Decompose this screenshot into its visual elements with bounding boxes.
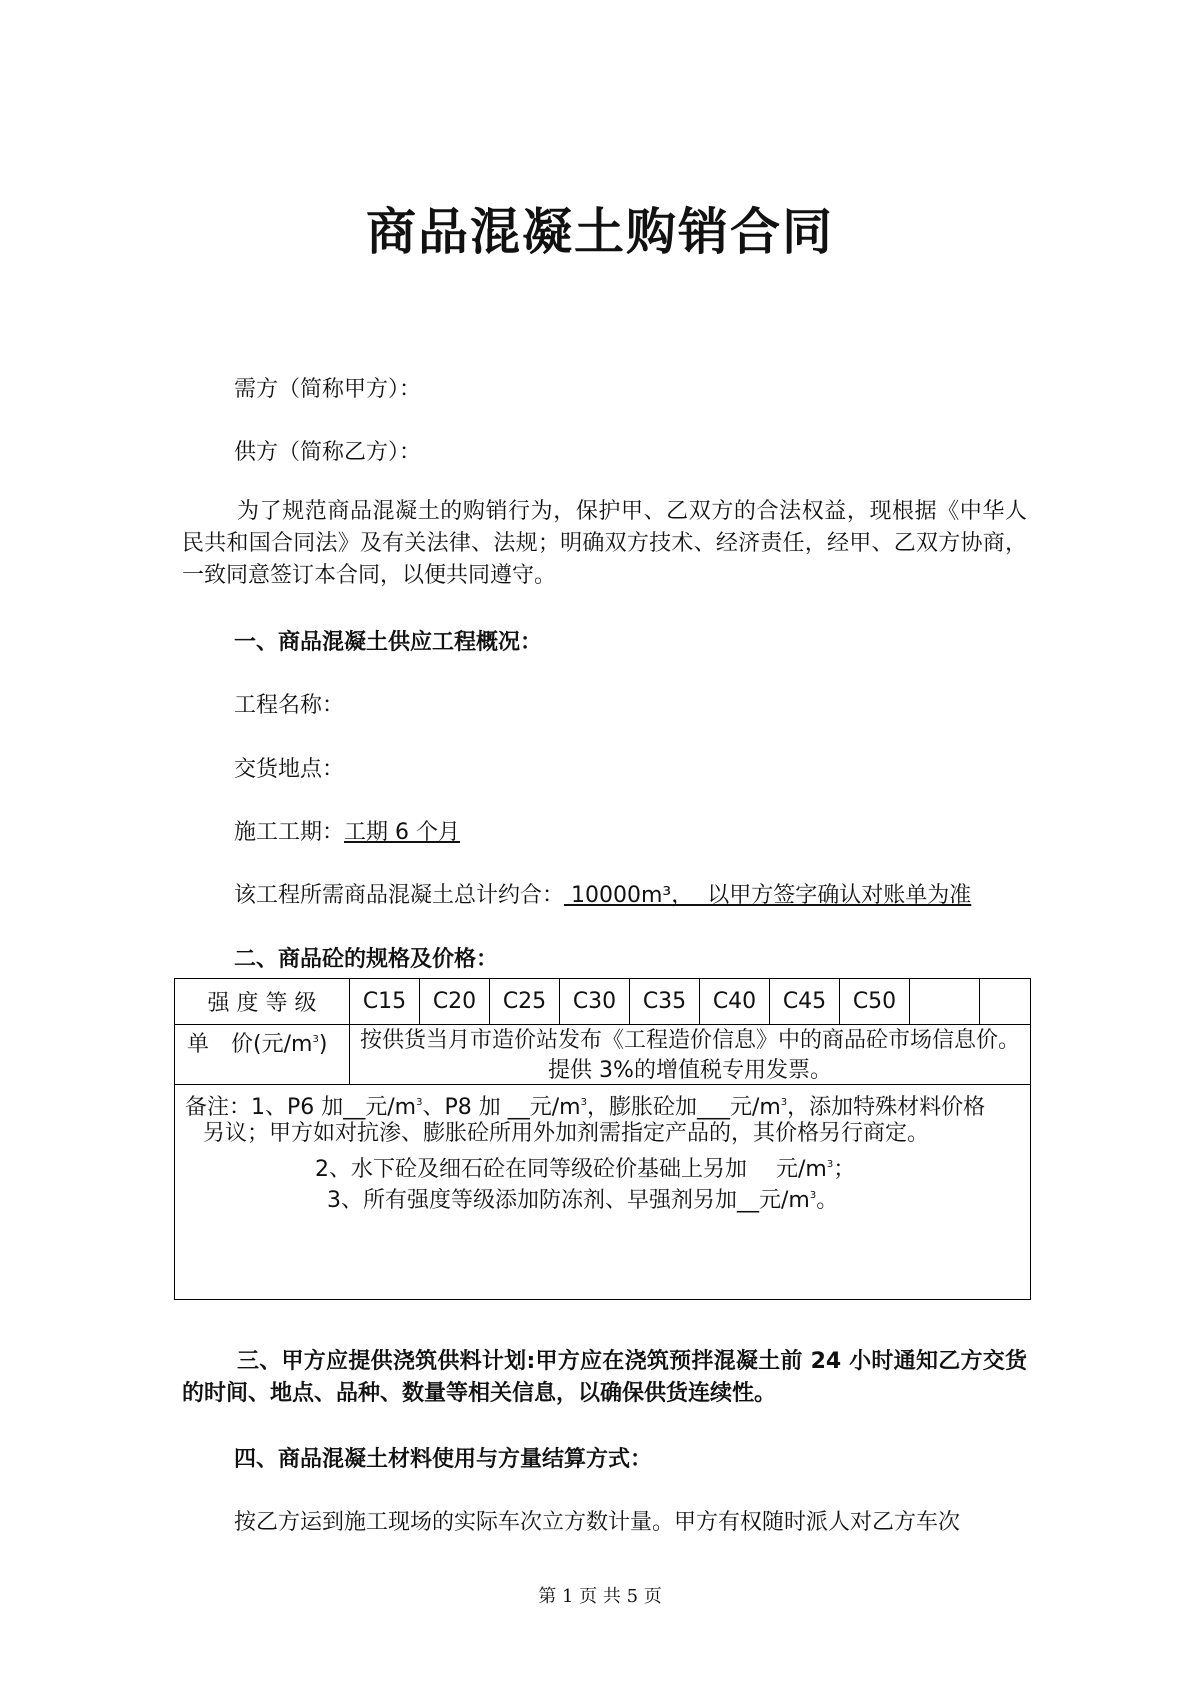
grade-label: 强 度 等 级 — [175, 979, 350, 1024]
grade-cell: C35 — [630, 979, 700, 1024]
remark-line-4: 3、所有强度等级添加防冻剂、早强剂另加__元$/m^3$。 — [327, 1188, 839, 1213]
construction-period-label: 施工工期： — [234, 820, 345, 845]
remark-line-1: 备注：1、P6 加__元$/m^3$、P8 加 __元$/m^3$，膨胀砼加___元$/m^3$，添加特殊材料价格 — [185, 1095, 986, 1120]
delivery-location-label: 交货地点： — [234, 757, 345, 782]
supply-party-label: 供方（简称乙方）： — [234, 440, 422, 465]
construction-period-value: 工期 6 个月 — [344, 820, 460, 845]
unit-price-label: 单 价(元$/m^3$) — [175, 1024, 350, 1084]
section3-paragraph: 三、甲方应提供浇筑供料计划:甲方应在浇筑预拌混凝土前 24 小时通知乙方交货的时间、地点、品种、数量等相关信息，以确保供货连续性。 — [182, 1349, 1027, 1406]
section4-heading: 四、商品混凝土材料使用与方量结算方式： — [234, 1447, 653, 1472]
total-volume-label: 该工程所需商品混凝土总计约合： — [234, 883, 565, 908]
total-volume-value: 10000m³， 以甲方签字确认对账单为准 — [564, 883, 972, 908]
grade-cell: C25 — [490, 979, 560, 1024]
price-table — [174, 978, 1031, 1300]
grade-cell — [910, 979, 980, 1024]
total-volume — [234, 878, 971, 909]
document-title: 商品混凝土购销合同 — [366, 203, 834, 261]
demand-party-label: 需方（简称甲方）： — [234, 377, 422, 402]
remark-line-2: 另议；甲方如对抗渗、膨胀砼所用外加剂需指定产品的，其价格另行商定。 — [203, 1121, 930, 1146]
project-name-label: 工程名称： — [234, 693, 345, 718]
grade-cell: C45 — [770, 979, 840, 1024]
intro-paragraph: 为了规范商品混凝土的购销行为，保护甲、乙双方的合法权益，现根据《中华人民共和国合同法》及有关法律、法规；明确双方技术、经济责任，经甲、乙双方协商，一致同意签订本合同，以便共同遵守。 — [182, 499, 1027, 588]
grade-cell: C20 — [420, 979, 490, 1024]
grade-row — [175, 979, 1030, 1025]
grade-cell: C15 — [350, 979, 420, 1024]
grade-cell — [980, 979, 1030, 1024]
construction-period — [234, 815, 460, 846]
remark-line-3: 2、水下砼及细石砼在同等级砼价基础上另加 元$/m^3$； — [315, 1157, 856, 1182]
section2-heading: 二、商品砼的规格及价格： — [234, 947, 499, 972]
grade-cell: C40 — [700, 979, 770, 1024]
grade-cell: C50 — [840, 979, 910, 1024]
unit-price-row — [175, 1024, 1030, 1085]
unit-price-value: 按供货当月市造价站发布《工程造价信息》中的商品砼市场信息价。提供 3%的增值税专用发票。 — [359, 1028, 1020, 1083]
page-footer: 第 1 页 共 5 页 — [538, 1586, 662, 1607]
section4-text: 按乙方运到施工现场的实际车次立方数计量。甲方有权随时派人对乙方车次 — [234, 1510, 961, 1535]
grade-cell: C30 — [560, 979, 630, 1024]
section1-heading: 一、商品混凝土供应工程概况： — [234, 630, 543, 655]
